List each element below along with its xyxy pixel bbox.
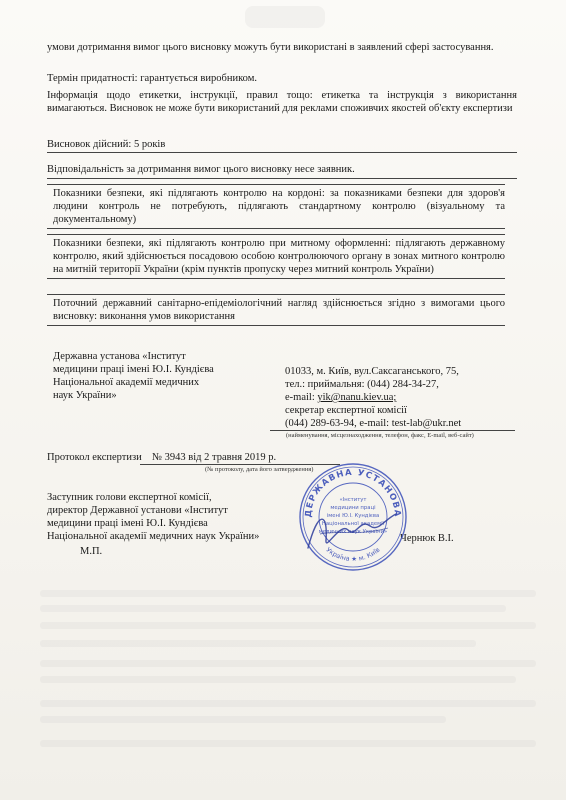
contacts-underline (270, 430, 515, 431)
validity-period: Висновок дійсний: 5 років (47, 139, 166, 150)
paragraph-usage-conditions: умови дотримання вимог цього висновку можуть бути використані в заявлений сфері застосування. (47, 42, 494, 53)
contact-secretary: секретар експертної комісії (285, 405, 407, 416)
protocol-value: № 3943 від 2 травня 2019 р. (152, 452, 277, 463)
supervision-text: Поточний державний санітарно-епідеміологічний нагляд здійснюється згідно з вимогами цього висновку: виконання умов використання (53, 298, 505, 322)
signatory-line: медицини праці імені Ю.І. Кундієва (47, 518, 208, 529)
faded-line (40, 640, 476, 647)
email-link[interactable]: yik@nanu.kiev.ua; (317, 392, 397, 403)
signatory-title (47, 491, 307, 543)
divider (47, 152, 517, 153)
divider (47, 178, 517, 179)
supervision-block (47, 294, 505, 326)
faded-line (40, 700, 536, 707)
faded-line (40, 590, 536, 597)
handwritten-signature-icon (300, 500, 400, 560)
responsibility-text: Відповідальність за дотримання вимог цього висновку несе заявник. (47, 164, 355, 175)
paragraph-shelf-life: Термін придатності: гарантується виробником. (47, 73, 257, 84)
seal-bottom-text: Україна ★ м. Київ (324, 545, 382, 564)
contact-email (285, 391, 525, 404)
contact-address: 01033, м. Київ, вул.Саксаганського, 75, (285, 366, 459, 377)
border-control-block (47, 184, 505, 229)
contact-phone: тел.: приймальня: (044) 284-34-27, (285, 379, 439, 390)
institution-line: Державна установа «Інститут (53, 351, 186, 362)
faded-line (40, 716, 446, 723)
paragraph-label-info: Інформація щодо етикетки, інструкції, правил тощо: етикетка та інструкція з використання вимагаються. Висновок не може бути використаний для реклами споживчих якостей об'єкту експертизи (47, 90, 517, 114)
institution-contacts (285, 365, 525, 430)
institution-line: Національної академії медичних (53, 377, 200, 388)
seal-ring-text: ДЕРЖАВНА УСТАНОВА (303, 467, 403, 518)
faded-line (40, 622, 536, 629)
institution-line: медицини праці імені Ю.І. Кундієва (53, 364, 214, 375)
institution-name (53, 350, 273, 402)
seal-center-line: медицини праці (330, 505, 376, 511)
faded-line (40, 740, 536, 747)
email-prefix: e-mail: (285, 392, 318, 403)
protocol-label: Протокол експертизи (47, 452, 142, 463)
seal-center-line: «Інститут (339, 497, 367, 503)
signatory-line: Національної академії медичних наук України» (47, 531, 260, 542)
protocol-caption: (№ протоколу, дата його затвердження) (205, 466, 314, 473)
institution-line: наук України» (53, 390, 117, 401)
seal-center-line: медичних наук України» (318, 529, 388, 535)
faint-header-mark (245, 6, 325, 28)
signatory-line: директор Державної установи «Інститут (47, 505, 228, 516)
signatory-name: Чернюк В.І. (400, 533, 454, 544)
faded-line (40, 605, 506, 612)
border-control-text: Показники безпеки, які підлягають контролю на кордоні: за показниками безпеки для здоров'я людини контроль не потребують, підлягають стандартному контролю (візуальному та документальному) (53, 188, 505, 225)
faded-line (40, 676, 516, 683)
seal-center-line: імені Ю.І. Кундієва (326, 513, 380, 519)
customs-control-text: Показники безпеки, які підлягають контролю при митному оформленні: підлягають державному контролю, який здійснюється посадовою особою контролюючого органу в зонах митного контролю на митній території України (крім пунктів пропуску через митний контроль України) (53, 238, 505, 275)
seal-center-line: Національної академії (321, 521, 385, 527)
faded-line (40, 660, 536, 667)
signatory-line: Заступник голови експертної комісії, (47, 492, 212, 503)
contact-secretary-details: (044) 289-63-94, e-mail: test-lab@ukr.net (285, 418, 462, 429)
contacts-caption: (найменування, місцезнаходження, телефон, факс, E-mail, веб-сайт) (286, 432, 474, 439)
customs-control-block (47, 234, 505, 279)
seal-place-mark: М.П. (80, 546, 103, 557)
